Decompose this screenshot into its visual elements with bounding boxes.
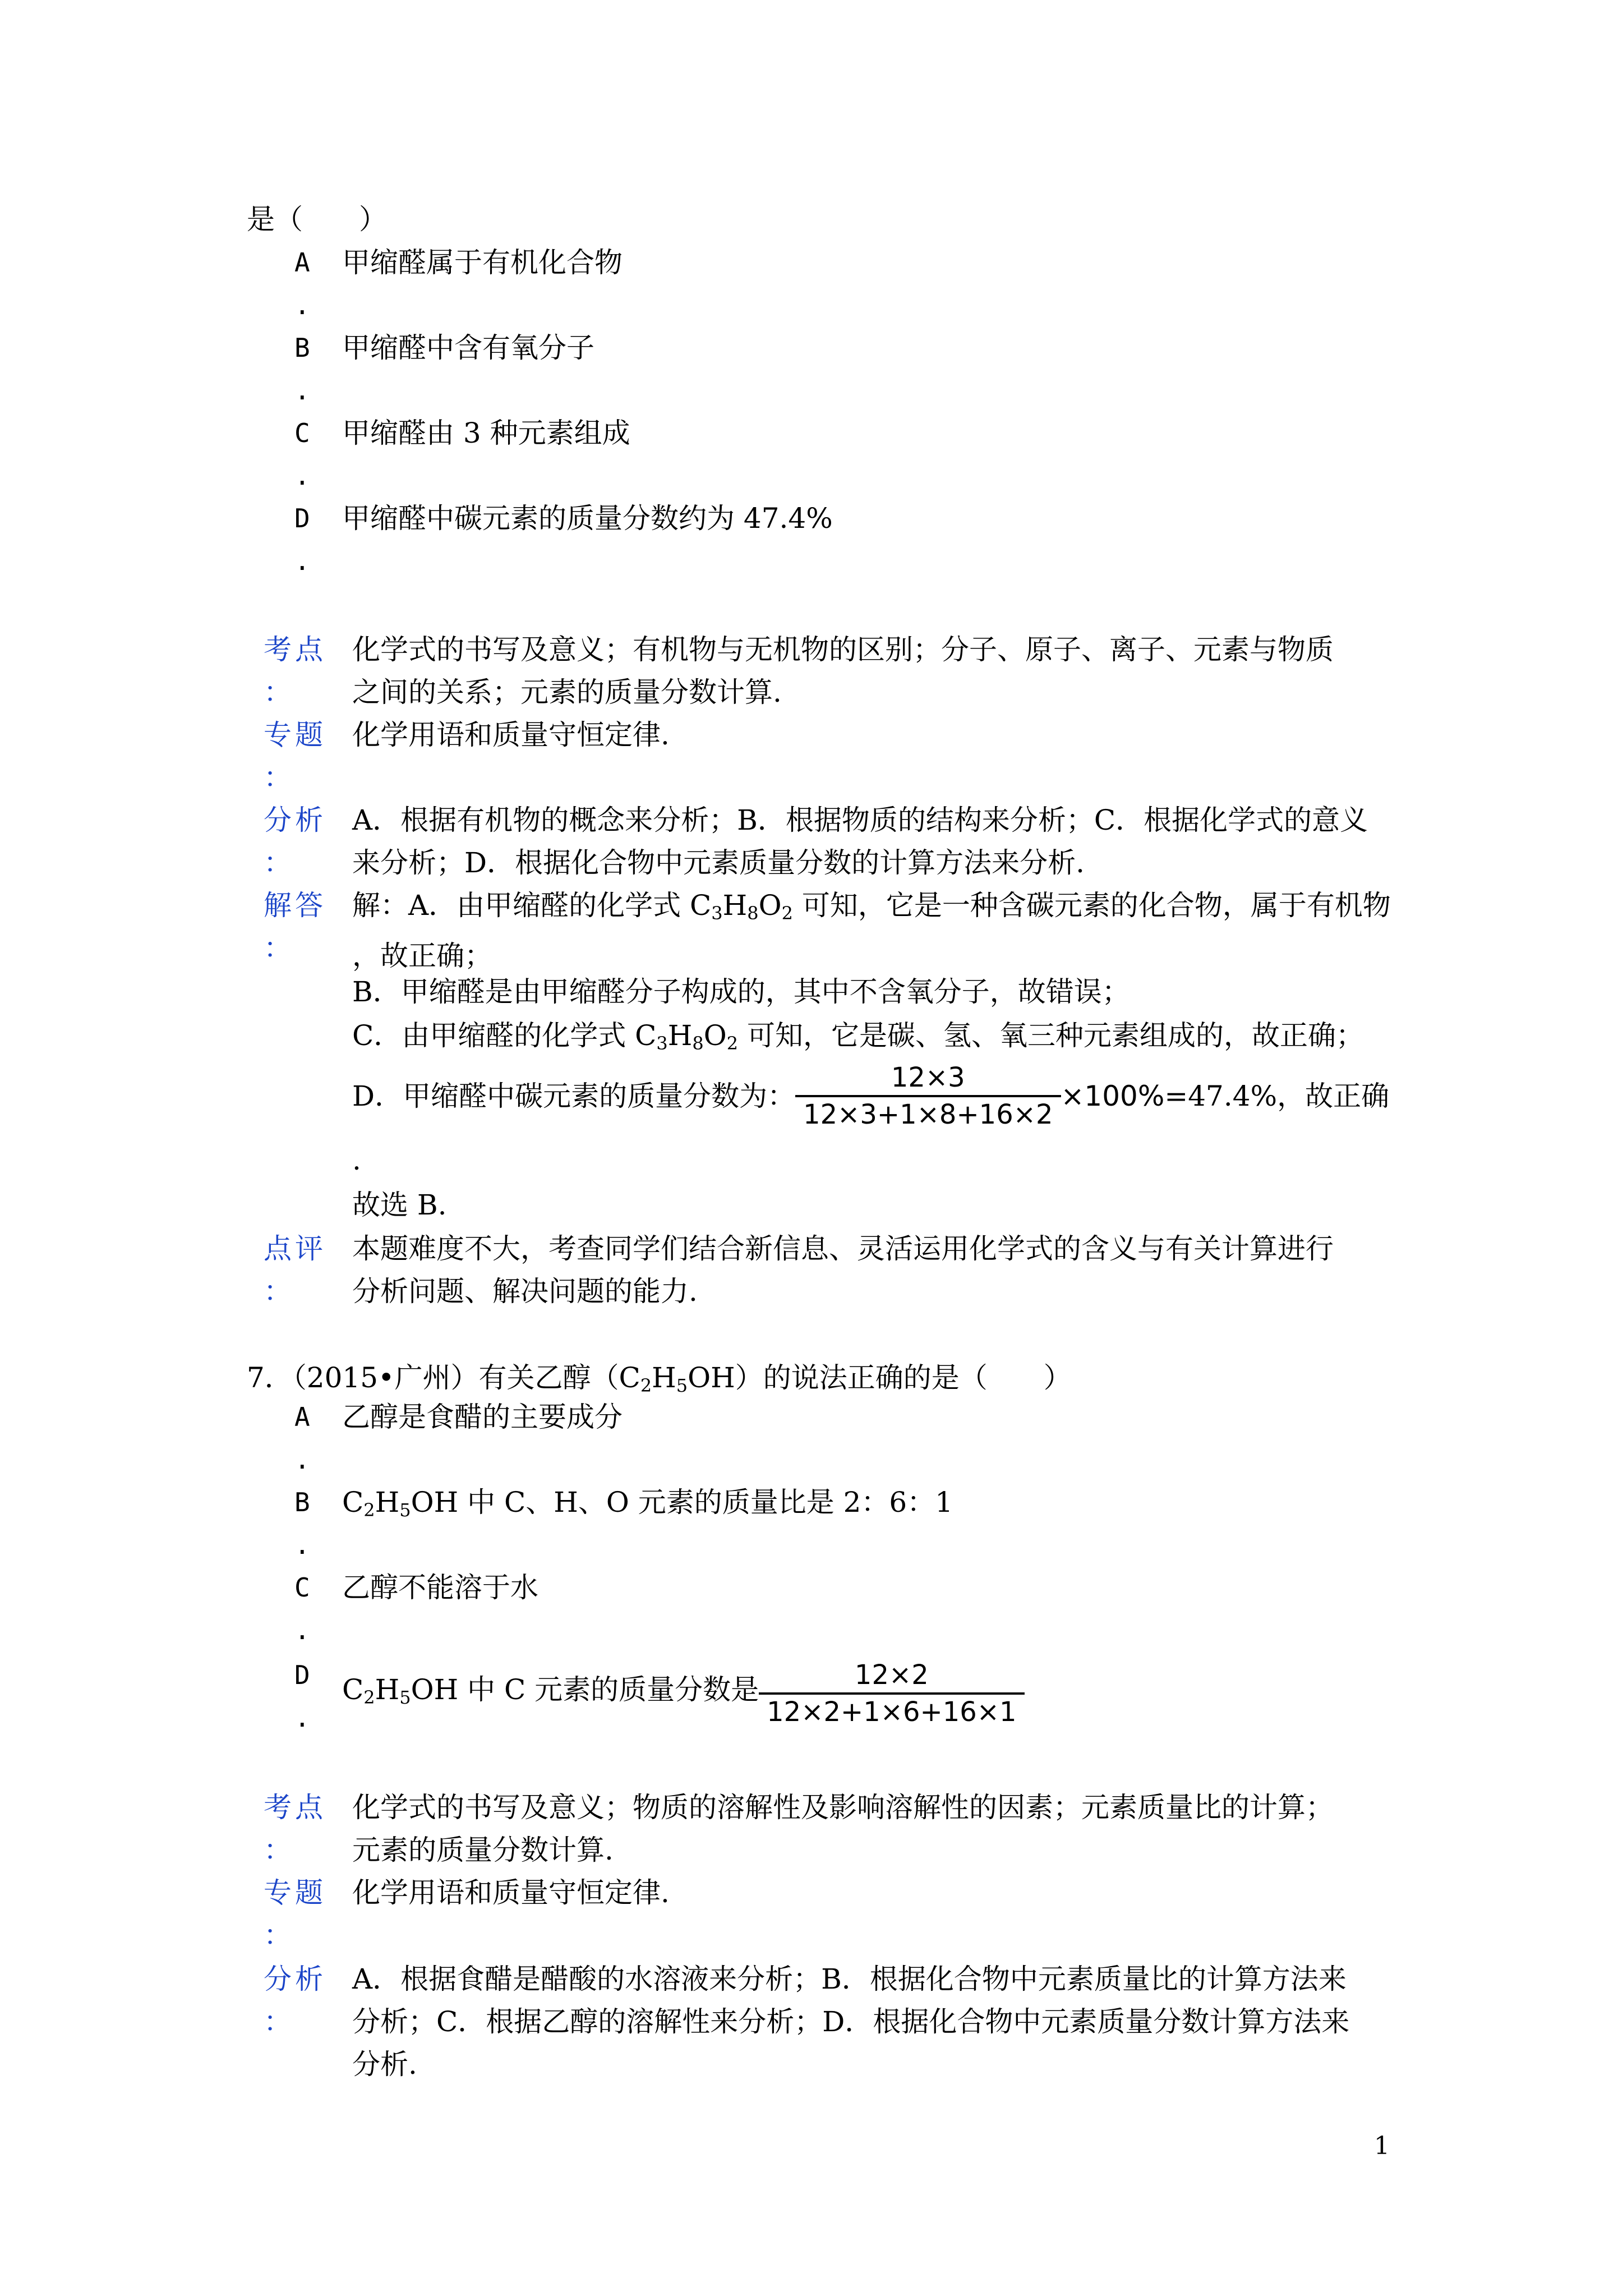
q7-option-c-letter: C . xyxy=(294,1572,310,1645)
kaodian-label: 考点 ： xyxy=(264,633,326,708)
option-b-letter: B . xyxy=(294,333,310,406)
jieda-b: B．甲缩醛是由甲缩醛分子构成的，其中不含氧分子，故错误； xyxy=(352,976,1130,1008)
jieda-d-fraction: $\frac{12\times 3}{12\times 3+1\times 8+16\times 2}$ xyxy=(795,1060,1061,1132)
jieda-d-dot: . xyxy=(352,1144,361,1176)
question-stem-end: 是（ ） xyxy=(247,203,387,236)
q7-zhuanti-label: 专题 ： xyxy=(264,1876,326,1952)
question-7-stem: 7．（2015•广州）有关乙醇$(C_2H_5OH)$的说法正确的是（ ） xyxy=(247,1361,1072,1396)
page-number: 1 xyxy=(1374,2132,1390,2160)
q7-option-d-fraction: $\frac{12\times 2}{12\times 2+1\times 6+16\times 1}$ xyxy=(759,1658,1024,1729)
jieda-d: D．甲缩醛中碳元素的质量分数为： $\frac{12\times 3}{12\times 3+1\times 8+16\times 2}$ ×100%=47.4%，故正确 xyxy=(352,1060,1389,1132)
option-c-letter: C . xyxy=(294,418,310,491)
option-b-text: 甲缩醛中含有氧分子 xyxy=(342,332,594,364)
q7-option-b-letter: B . xyxy=(294,1487,310,1560)
q7-zhuanti-text: 化学用语和质量守恒定律. xyxy=(352,1876,670,1909)
q7-option-a-letter: A . xyxy=(294,1402,310,1475)
zhuanti-label: 专题 ： xyxy=(264,719,326,794)
kaodian-text: 化学式的书写及意义；有机物与无机物的区别；分子、原子、离子、元素与物质 之间的关系；元素的质量分数计算. xyxy=(352,633,1334,708)
option-a-letter: A . xyxy=(294,247,310,320)
q7-option-d-letter: D . xyxy=(294,1660,310,1733)
jieda-label: 解答 ： xyxy=(264,889,326,964)
q7-kaodian-text: 化学式的书写及意义；物质的溶解性及影响溶解性的因素；元素质量比的计算； 元素的质量分数计算. xyxy=(352,1791,1334,1866)
dianping-label: 点评 ： xyxy=(264,1232,326,1308)
q7-option-c-text: 乙醇不能溶于水 xyxy=(342,1571,538,1604)
zhuanti-text: 化学用语和质量守恒定律. xyxy=(352,719,670,751)
fenxi-text: A．根据有机物的概念来分析；B．根据物质的结构来分析；C．根据化学式的意义 来分析；D．根据化合物中元素质量分数的计算方法来分析. xyxy=(352,804,1368,879)
jieda-c: C．由甲缩醛的化学式 $C_3H_8O_2$ 可知，它是碳、氢、氧三种元素组成的，故正确； xyxy=(352,1019,1364,1054)
jieda-conclusion: 故选 B. xyxy=(352,1189,447,1221)
q7-option-a-text: 乙醇是食醋的主要成分 xyxy=(342,1401,623,1433)
fenxi-label: 分析 ： xyxy=(264,804,326,879)
option-a-text: 甲缩醛属于有机化合物 xyxy=(342,246,623,279)
q7-kaodian-label: 考点 ： xyxy=(264,1791,326,1866)
q7-fenxi-text: A．根据食醋是醋酸的水溶液来分析；B．根据化合物中元素质量比的计算方法来 分析；C．根据乙醇的溶解性来分析；D．根据化合物中元素质量分数计算方法来 分析. xyxy=(352,1963,1350,2081)
option-c-text: 甲缩醛由 3 种元素组成 xyxy=(342,417,630,449)
q7-option-b-text: $C_2H_5OH$ 中 C、H、O 元素的质量比是 2：6：1 xyxy=(342,1486,953,1521)
q7-option-d-text: $C_2H_5OH$ 中 C 元素的质量分数是 $\frac{12\times 2}{12\times 2+1\times 6+16\times 1}$ xyxy=(342,1658,1025,1729)
option-d-letter: D . xyxy=(294,503,310,576)
dianping-text: 本题难度不大，考查同学们结合新信息、灵活运用化学式的含义与有关计算进行 分析问题、解决问题的能力. xyxy=(352,1232,1334,1308)
jieda-a: 解：A．由甲缩醛的化学式 $C_3H_8O_2$ 可知，它是一种含碳元素的化合物，属于有机物 ，故正确； xyxy=(352,889,1391,972)
q7-fenxi-label: 分析 ： xyxy=(264,1963,326,2038)
option-d-text: 甲缩醛中碳元素的质量分数约为 47.4% xyxy=(342,502,833,535)
